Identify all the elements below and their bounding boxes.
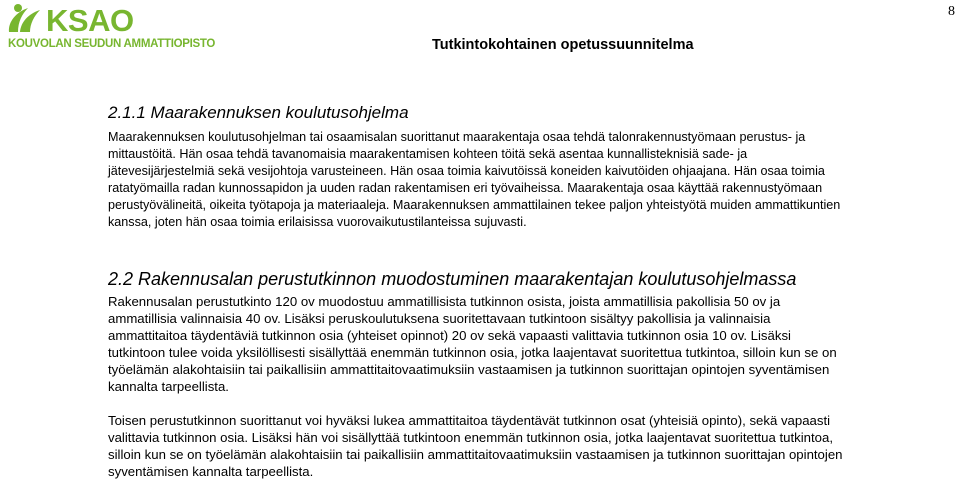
text-line: tutkintoa, silloin kun se on työelämän alakohtaisiin tai paikallisiin ammattitaitovaatimuksiin vastaamisen ja tutkinnon	[108, 344, 837, 377]
text-line: ja mittaustöitä. Hän osaa tehdä tavanomaisia maarakentamisen kohteen töitä sekä asentaa kunnallisteknisiä sade- ja	[108, 130, 806, 162]
paragraph	[108, 412, 848, 480]
header-title: Tutkintokohtainen opetussuunnitelma	[432, 37, 694, 53]
text-line: Maarakennuksen koulutusohjelman tai osaamisalan suorittanut maarakentaja osaa tehdä talonrakennustyömaan perustus-	[108, 130, 792, 144]
text-line: Toisen perustutkinnon suorittanut voi hyväksi lukea ammattitaitoa täydentävät tutkinnon osat (yhteisiä opinto),	[108, 413, 746, 429]
ksao-logo	[6, 2, 246, 52]
text-line: toimia ratatyömailla radan kunnossapidon ja uuden radan rakentamisen eri työvaiheissa. Maarakentaja osaa käyttää	[108, 164, 825, 196]
text-line: suorittajan opintojen syventämisen kannalta tarpeellista.	[108, 361, 830, 395]
leaf-swoosh-icon	[6, 2, 46, 36]
logo-name: KSAO	[46, 3, 134, 38]
paragraph	[108, 129, 848, 232]
text-line: ja ammatillisia valinnaisia 40 ov. Lisäksi peruskoulutuksena suoritettavaan tutkintoon sisältyy pakollisia ja	[108, 293, 781, 326]
section-heading: 2.1.1 Maarakennuksen koulutusohjelma	[108, 103, 409, 122]
page-number: 8	[948, 4, 955, 19]
text-line: rakennustyömaan perustyövälineitä, oikeita työtapoja ja materiaaleja. Maarakennuksen ammattilainen tekee paljon	[108, 181, 823, 213]
text-line: 10 ov. Lisäksi tutkintoon tulee voida yksilöllisesti sisällyttää enemmän tutkinnon osia, jotka laajentavat suoritettua	[108, 327, 791, 360]
text-line: valinnaisia ammattitaitoa täydentäviä tutkinnon osia (yhteiset opinnot) 20 ov sekä vapaasti valittavia tutkinnon osia	[108, 310, 771, 343]
text-line: Rakennusalan perustutkinto 120 ov muodostuu ammatillisista tutkinnon osista, joista ammatillisia pakollisia 50 ov	[108, 293, 767, 309]
text-line: jätevesijärjestelmiä sekä vesijohtoja varusteineen. Hän osaa toimia kaivutöissä koneiden kaivutöiden ohjaajana. Hän osaa	[108, 164, 788, 179]
text-line: sekä vapaasti valittavia tutkinnon osia. Lisäksi hän voi sisällyttää tutkintoon enemmän tutkinnon osia, jotka laajentavat suoritettua tutkintoa, silloin kun se on työelämän alakohtaisiin tai paikallisiin ammattitaitovaatimuksiin vastaamisen ja tutkinnon suorittajan opintojen syventämisen kannalta tarpeellista.	[108, 413, 843, 480]
text-line: yhteistyötä muiden ammattikuntien kanssa, joten hän osaa toimia erilaisissa vuorovaikutustilanteissa sujuvasti.	[108, 198, 841, 230]
paragraph	[108, 293, 848, 396]
logo-subtitle: KOUVOLAN SEUDUN AMMATTIOPISTO	[8, 38, 216, 50]
section-heading: 2.2 Rakennusalan perustutkinnon muodostuminen maarakentajan koulutusohjelmassa	[108, 268, 797, 289]
document-body	[108, 102, 848, 481]
